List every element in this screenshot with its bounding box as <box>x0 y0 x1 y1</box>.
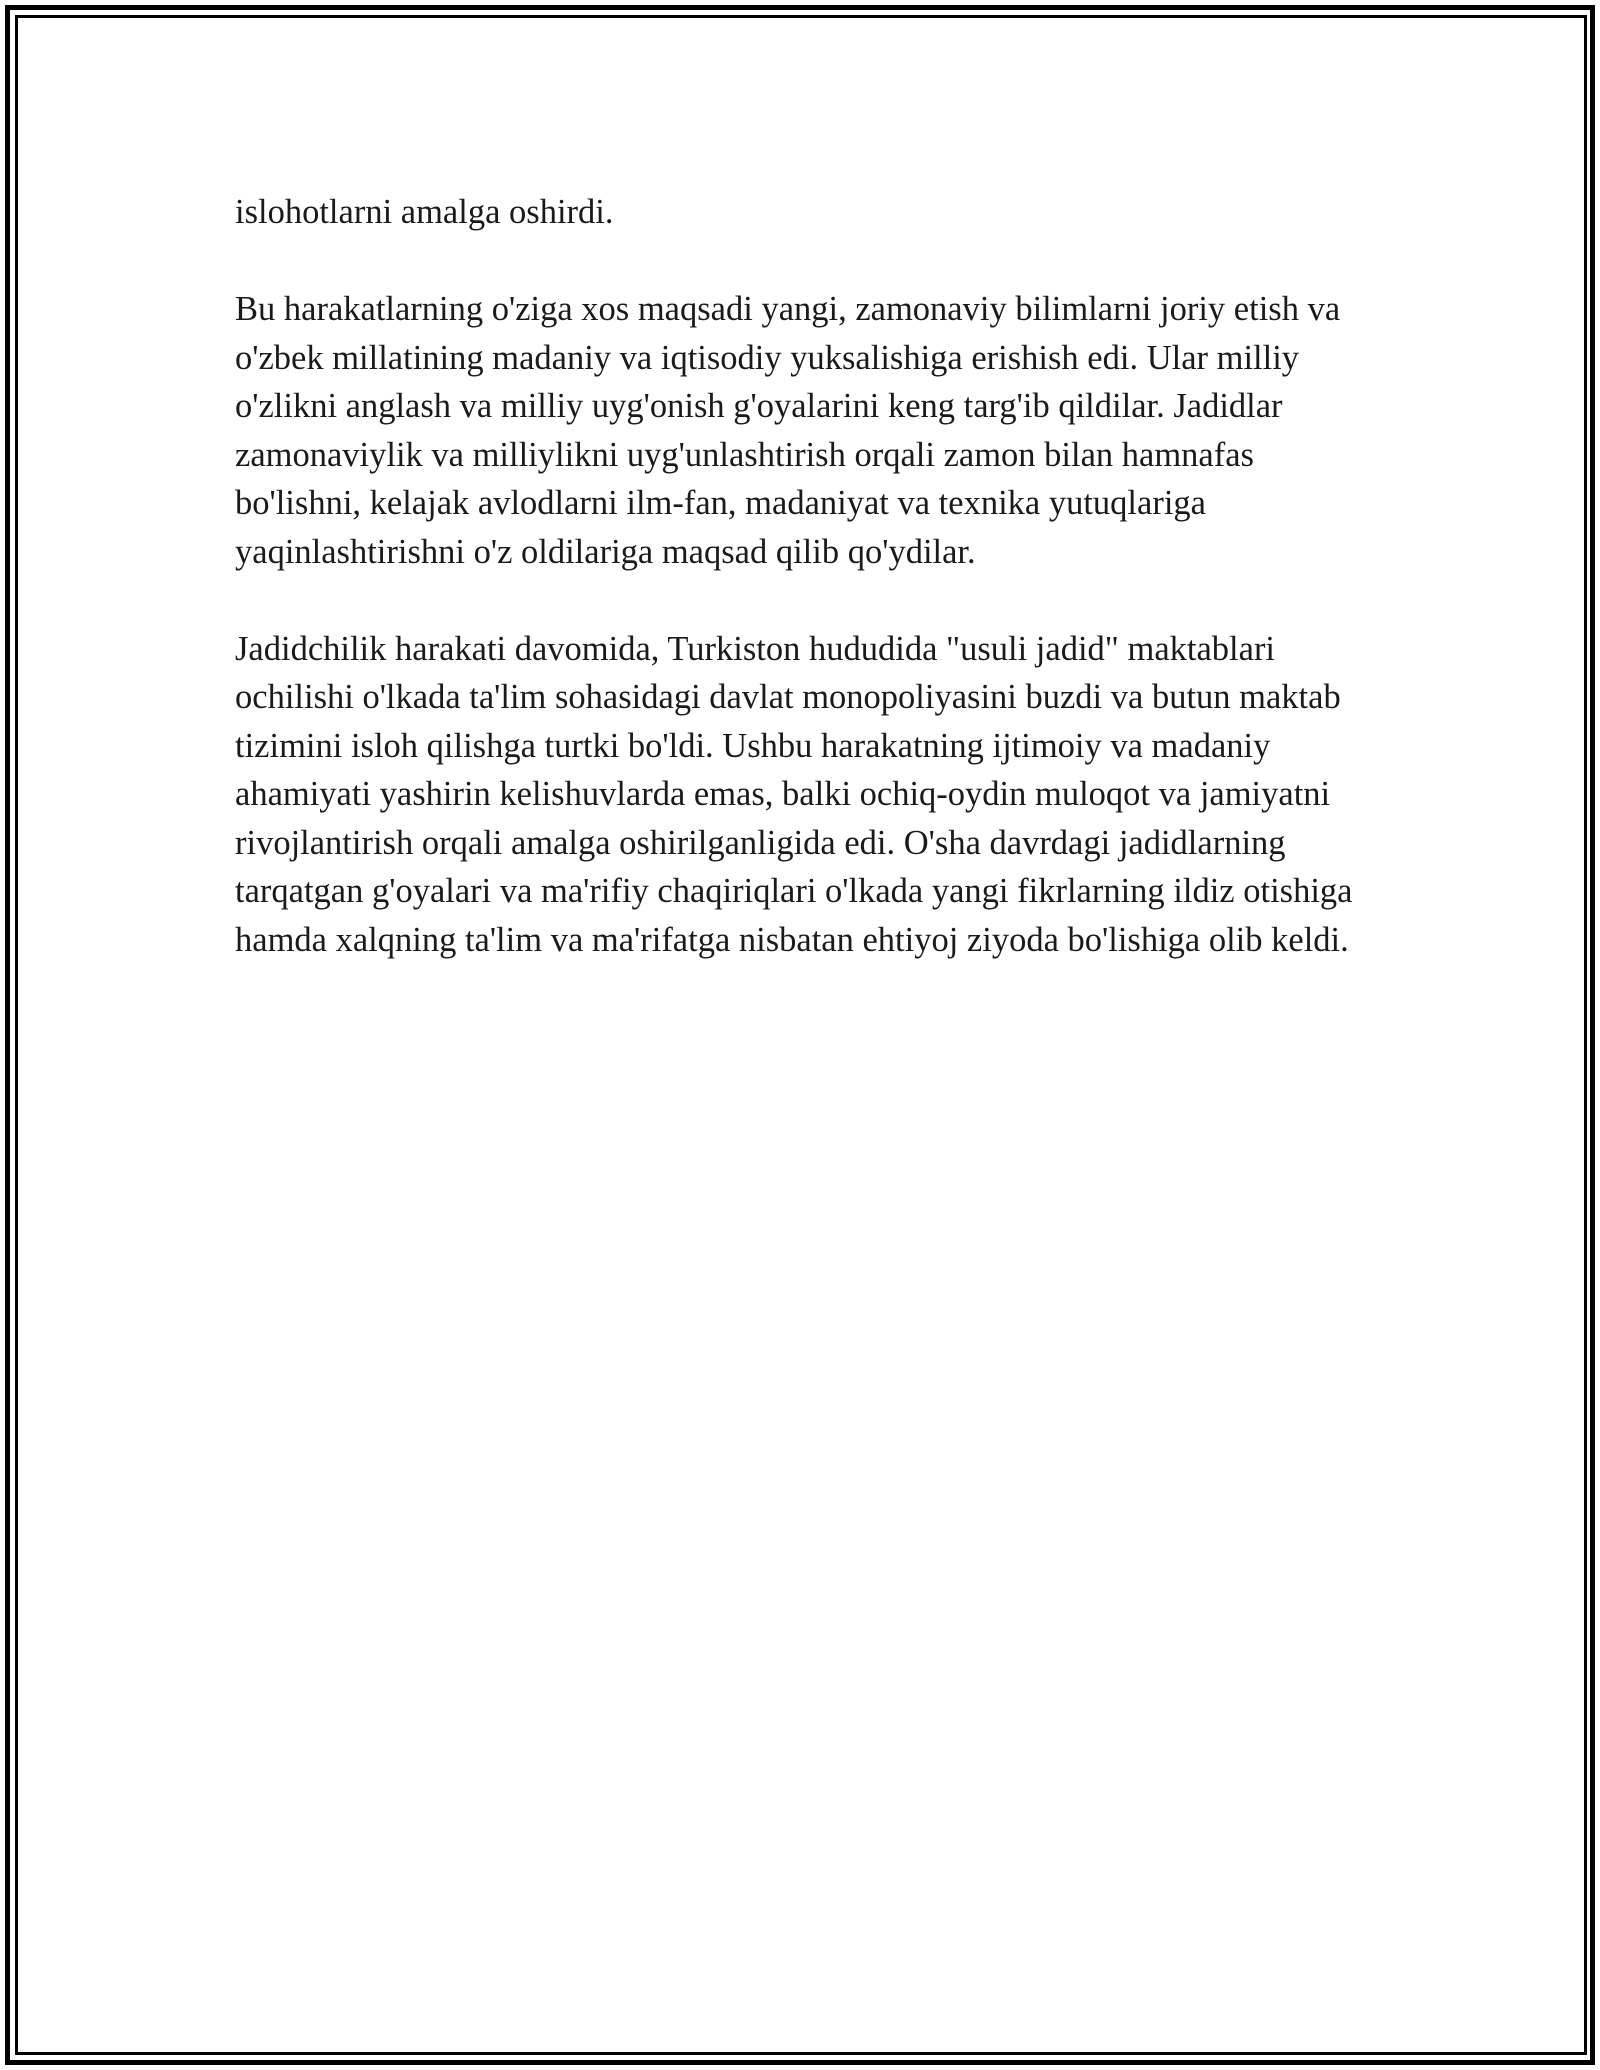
paragraph-3: Jadidchilik harakati davomida, Turkiston hududida "usuli jadid" maktablari ochilishi o'lkada ta'lim sohasidagi davlat monopoliyasini buzdi va butun maktab tizimini isloh qilishga turtki bo'ldi. Ushbu harakatning ijtimoiy va madaniy ahamiyati yashirin kelishuvlarda emas, balki ochiq-oydin muloqot va jamiyatni rivojlantirish orqali amalga oshirilganligida edi. O'sha davrdagi jadidlarning tarqatgan g'oyalari va ma'rifiy chaqiriqlari o'lkada yangi fikrlarning ildiz otishiga hamda xalqning ta'lim va ma'rifatga nisbatan ehtiyoj ziyoda bo'lishiga olib keldi. <box>235 629 1353 959</box>
paragraph-2: Bu harakatlarning o'ziga xos maqsadi yangi, zamonaviy bilimlarni joriy etish va o'zbek millatining madaniy va iqtisodiy yuksalishiga erishish edi. Ular milliy o'zlikni anglash va milliy uyg'onish g'oyalarini keng targ'ib qildilar. Jadidlar zamonaviylik va milliylikni uyg'unlashtirish orqali zamon bilan hamnafas bo'lishni, kelajak avlodlarni ilm-fan, madaniyat va texnika yutuqlariga yaqinlashtirishni o'z oldilariga maqsad qilib qo'ydilar. <box>235 290 1341 571</box>
paragraph-1: islohotlarni amalga oshirdi. <box>235 193 614 231</box>
document-body <box>235 188 1385 1013</box>
